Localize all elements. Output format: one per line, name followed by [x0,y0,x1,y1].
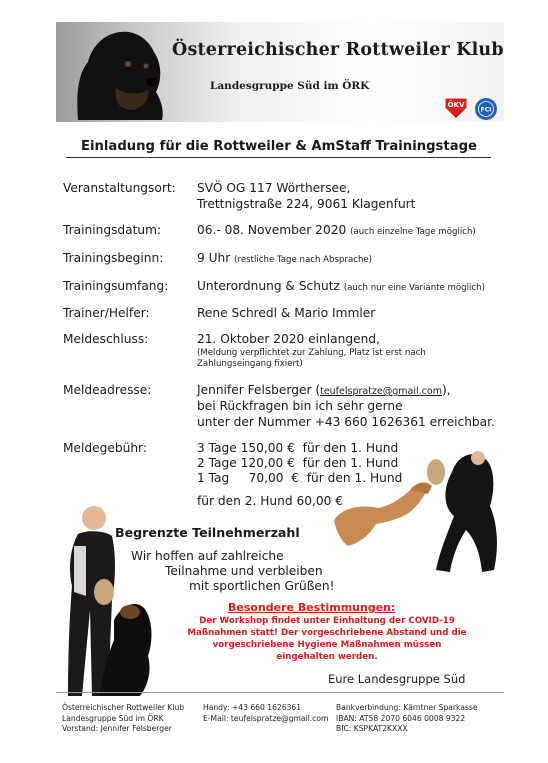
okv-logo-icon [443,96,469,120]
scope-label: Trainingsumfang: [63,279,169,293]
club-subtitle: Landesgruppe Süd im ÖRK [210,80,370,92]
footer-club-group: Landesgruppe Süd im ÖRK [62,713,164,723]
fci-logo-text: FCI [480,106,492,114]
club-title: Österreichischer Rottweiler Klub [172,40,504,60]
footer-iban: IBAN: AT58 2070 6046 0008 9322 [336,713,466,723]
fci-logo-icon [474,97,498,121]
fee-line-4: für den 2. Hund 60,00 € [197,494,343,508]
fee-line-1: 3 Tage 150,00 € für den 1. Hund [197,441,399,455]
start-value-row [197,251,372,265]
fee-line-3: 1 Tag 70,00 € für den 1. Hund [197,471,403,485]
date-value: 06.- 08. November 2020 [197,223,347,237]
start-note: (restliche Tage nach Absprache) [234,255,373,265]
venue-line2: Trettnigstraße 224, 9061 Klagenfurt [197,197,416,211]
special-line-2: Maßnahmen statt! Der vorgeschriebene Abstand und die [187,628,467,638]
address-close: ), [441,383,451,397]
special-line-3: vorgeschriebene Hygiene Maßnahmen müssen [212,640,442,650]
start-label: Trainingsbeginn: [63,251,164,265]
limited-participants-heading: Begrenzte Teilnehmerzahl [115,525,300,540]
hope-line-3: mit sportlichen Grüßen! [189,579,335,593]
trainer-label: Trainer/Helfer: [63,306,150,320]
scope-value-row [197,279,485,293]
fee-line-2: 2 Tage 120,00 € für den 1. Hund [197,456,399,470]
hope-line-2: Teilnahme und verbleiben [165,564,323,578]
venue-label: Veranstaltungsort: [63,181,176,195]
footer-board: Vorstand: Jennifer Felsberger [62,724,172,733]
footer-phone: Handy: +43 660 1626361 [203,703,302,712]
deadline-value: 21. Oktober 2020 einlangend, [197,332,380,346]
fee-label: Meldegebühr: [63,441,147,455]
okv-logo-text: ÖKV [447,101,465,109]
special-line-4: eingehalten werden. [276,652,378,662]
footer-bank: Bankverbindung: Kärntner Sparkasse [336,703,478,712]
hope-line-1: Wir hoffen auf zahlreiche [131,549,284,563]
date-note: (auch einzelne Tage möglich) [350,227,476,237]
date-value-row [197,223,476,237]
rottweiler-head-icon [58,24,166,120]
address-line1 [197,383,451,397]
special-line-1: Der Workshop findet unter Einhaltung der COVID-19 [199,616,455,626]
address-line2: bei Rückfragen bin ich sehr gerne [197,399,403,413]
closing-signature: Eure Landesgruppe Süd [328,672,466,686]
jumping-dog-photo [318,446,518,576]
address-name: Jennifer Felsberger ( [197,383,321,397]
footer-club-name: Österreichischer Rottweiler Klub [62,703,185,712]
trainer-value: Rene Schredl & Mario Immler [197,306,376,320]
footer-club-info [62,703,184,735]
page-title: Einladung für die Rottweiler & AmStaff Trainingstage [81,139,477,154]
deadline-note-2: Zahlungseingang fixiert) [197,359,303,369]
special-provisions-heading: Besondere Bestimmungen: [228,601,396,614]
address-line3: unter der Nummer +43 660 1626361 erreichbar. [197,415,495,429]
deadline-label: Meldeschluss: [63,332,149,346]
start-value: 9 Uhr [197,251,231,265]
venue-line1: SVÖ OG 117 Wörthersee, [197,181,351,195]
footer-email: E-Mail: teufelspratze@gmail.com [203,713,329,723]
deadline-note-1: (Meldung verpflichtet zur Zahlung, Platz ist erst nach [197,348,426,358]
address-email-link[interactable]: teufelspratze@gmail.com [320,386,442,397]
title-underline [66,157,491,158]
scope-value: Unterordnung & Schutz [197,279,340,293]
footer-bank-info [336,703,478,735]
footer-contact-info [203,703,328,724]
footer-divider [56,692,504,693]
address-label: Meldeadresse: [63,383,152,397]
footer-bic: BIC: KSPKAT2KXXX [336,724,408,733]
scope-note: (auch nur eine Variante möglich) [343,283,485,293]
date-label: Trainingsdatum: [63,223,162,237]
